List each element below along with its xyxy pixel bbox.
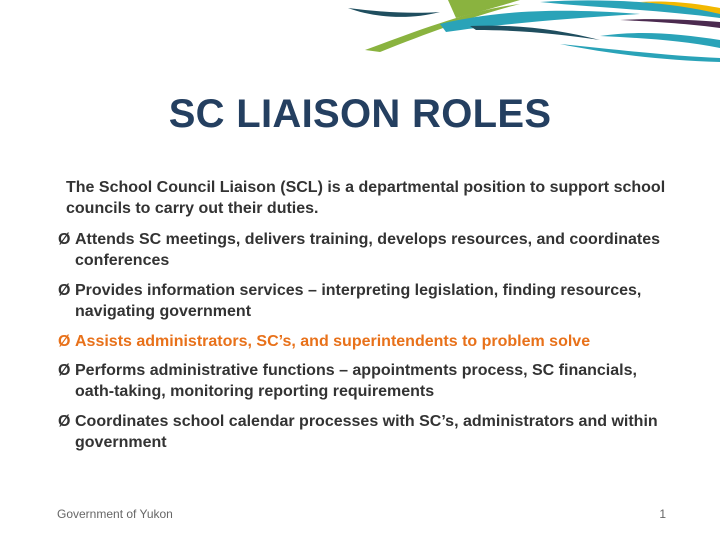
bullet-text: Assists administrators, SC’s, and superintendents to problem solve	[75, 333, 591, 350]
bullet-item-5	[58, 411, 678, 453]
bullet-text: Provides information services – interpreting legislation, finding resources, navigating government	[75, 282, 642, 320]
arrow-bullet-icon: Ø	[58, 413, 71, 430]
bullet-text: Coordinates school calendar processes with SC’s, administrators and within government	[75, 413, 658, 451]
arrow-bullet-icon: Ø	[58, 231, 71, 248]
bullet-item-2	[58, 280, 678, 322]
footer-organization: Government of Yukon	[57, 507, 173, 521]
bullet-item-3-highlighted	[58, 331, 678, 352]
slide-title: SC LIAISON ROLES	[168, 92, 552, 136]
navy-wave-2	[470, 26, 600, 40]
decorative-waves	[0, 0, 720, 80]
navy-wave	[348, 8, 440, 17]
bullet-text: Attends SC meetings, delivers training, develops resources, and coordinates conferences	[75, 231, 661, 269]
bullet-item-1	[58, 229, 678, 271]
bullet-text: Performs administrative functions – appointments process, SC financials, oath-taking, monitoring reporting requirements	[75, 362, 637, 400]
arrow-bullet-icon: Ø	[58, 282, 71, 299]
bullet-item-4	[58, 360, 678, 402]
intro-paragraph: The School Council Liaison (SCL) is a departmental position to support school councils to carry out their duties.	[66, 179, 666, 217]
teal-wave-4	[560, 44, 720, 62]
page-number: 1	[659, 507, 666, 521]
teal-wave-3	[600, 33, 720, 48]
purple-wave	[620, 19, 720, 28]
arrow-bullet-icon: Ø	[58, 362, 71, 379]
arrow-bullet-icon: Ø	[58, 333, 71, 350]
